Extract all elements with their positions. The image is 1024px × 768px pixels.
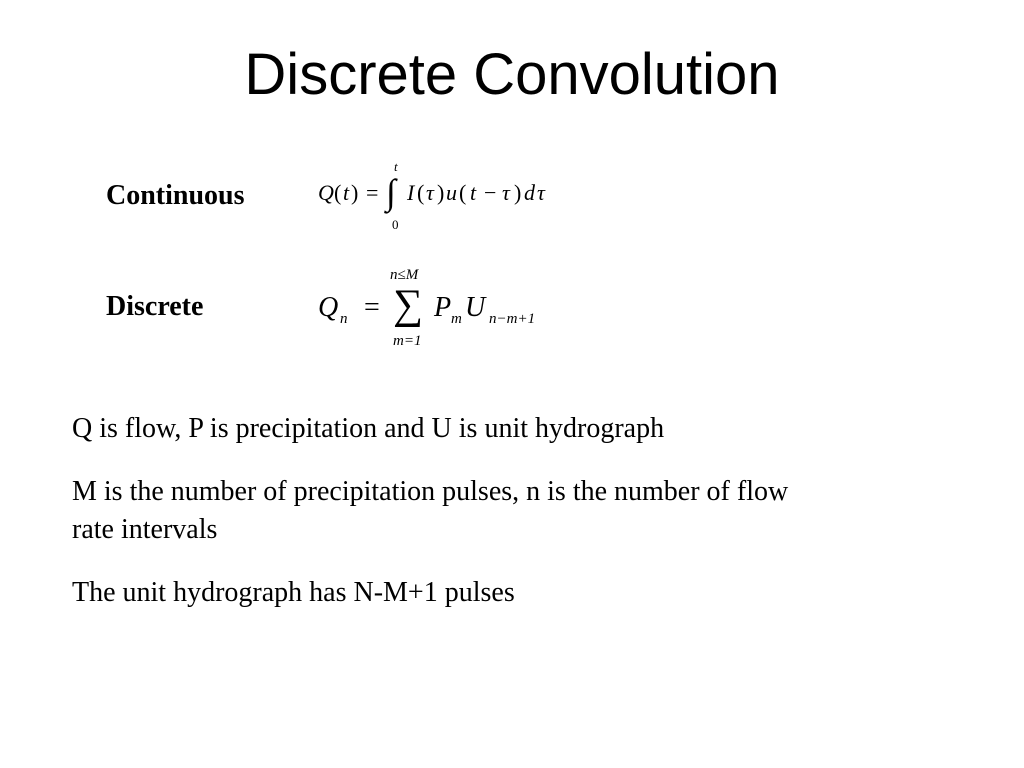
sum-lower-limit: m=1 [393,333,422,349]
discrete-label: Discrete [106,291,204,322]
precip-sub: m [451,311,462,327]
input-open-paren: ( [417,180,425,205]
unit-hydrograph-var: U [465,292,486,323]
response-t: t [470,180,477,205]
discrete-lhs-sub: n [340,311,348,327]
discrete-lhs-var: Q [318,292,339,323]
precip-var: P [434,292,452,323]
sum-upper-limit: n≤M [390,267,419,283]
input-tau: τ [426,180,434,205]
differential-d: d [524,180,535,205]
integral-lower-limit: 0 [392,217,399,232]
integral-sign: ∫ [386,172,396,212]
continuous-lhs-close-paren: ) [351,180,359,205]
differential-tau: τ [537,180,545,205]
slide-title: Discrete Convolution [244,42,780,107]
body-line-1: Q is flow, P is precipitation and U is unit hydrograph [72,413,665,444]
continuous-lhs-var: Q [318,180,334,205]
body-line-3: The unit hydrograph has N-M+1 pulses [72,577,515,608]
body-line-2: M is the number of precipitation pulses, n is the number of flow rate intervals [72,476,789,545]
input-close-paren: ) [437,180,445,205]
sum-sign: ∑ [393,282,423,328]
unit-hydrograph-sub: n−m+1 [489,311,536,327]
discrete-equals: = [364,292,380,323]
continuous-lhs-open-paren: ( [334,180,342,205]
response-minus: − [484,180,497,205]
continuous-label: Continuous [106,180,245,211]
response-close-paren: ) [514,180,522,205]
integral-upper-limit: t [394,159,398,174]
response-tau: τ [502,180,510,205]
response-var: u [446,180,457,205]
continuous-equals: = [366,180,379,205]
response-open-paren: ( [459,180,467,205]
input-var: I [407,180,415,205]
continuous-lhs-arg: t [343,180,350,205]
